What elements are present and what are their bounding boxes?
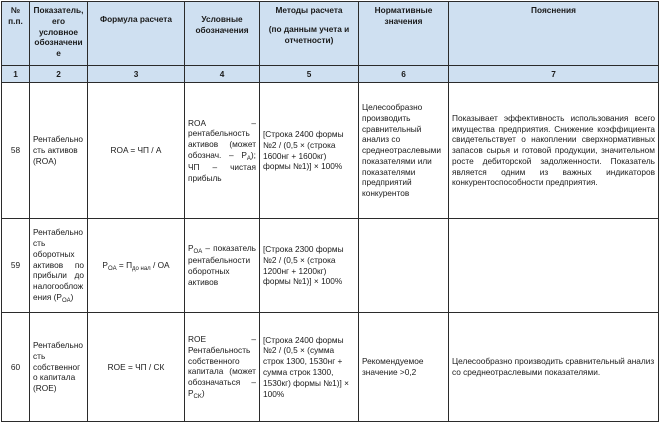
formula-subscript: до нал — [132, 265, 151, 272]
notation-text: ROE – Рентабельность собственного капитала (может обозначаться – P — [188, 334, 256, 399]
method-cell: [Строка 2400 формы №2 / (0,5 × (строка 1600нг + 1600кг) формы №1)] × 100% — [260, 83, 359, 219]
header-methods-line2: (по данным учета и отчетности) — [268, 23, 350, 45]
notation-subscript: OA — [193, 249, 203, 256]
formula-text: = П — [116, 259, 133, 270]
row-number: 60 — [2, 313, 30, 422]
table-header — [2, 2, 659, 66]
note-cell: Показывает эффективность использования всего имущества предприятия. Снижение коэффициента свидетельствует о накоплении сверхнормативных запасов сырья и готовой продукции, значительном росте дебиторской задолженности. Показатель является одним из важных индикаторов конкурентоспособности предприятия. — [449, 83, 659, 219]
notation-subscript: CK — [193, 394, 202, 401]
formula-cell — [88, 219, 185, 313]
notation-text: ); ЧП – чистая прибыль — [188, 149, 256, 183]
norm-cell — [359, 219, 449, 313]
formula-cell: ROA = ЧП / А — [88, 83, 185, 219]
notation-text: P — [188, 243, 194, 254]
norm-cell: Целесообразно производить сравнительный анализ со среднеотраслевыми показателями или показателями предприятий конкурентов — [359, 83, 449, 219]
norm-cell: Рекомендуемое значение >0,2 — [359, 313, 449, 422]
header-number: № п.п. — [2, 2, 30, 66]
column-number: 5 — [260, 66, 359, 83]
indicator-text: ) — [70, 291, 74, 302]
table-row — [2, 83, 659, 219]
ratios-table — [1, 1, 659, 422]
formula-text: P — [102, 259, 108, 270]
header-methods-line1: Методы расчета — [275, 5, 343, 15]
note-cell — [449, 219, 659, 313]
notation-text: ) — [201, 388, 205, 399]
formula-text: / OA — [150, 259, 170, 270]
method-cell: [Строка 2300 формы №2 / (0,5 × (строка 1200нг + 1200кг) формы №1)] × 100% — [260, 219, 359, 313]
column-number: 7 — [449, 66, 659, 83]
method-cell: [Строка 2400 формы №2 / (0,5 × (сумма строк 1300, 1530нг + сумма строк 1300, 1530кг) формы №1)] × 100% — [260, 313, 359, 422]
table-row — [2, 219, 659, 313]
indicator-text: Рентабельность оборотных активов по прибыли до налогообложения (P — [33, 227, 84, 302]
header-methods — [260, 2, 359, 66]
notation-cell — [185, 83, 260, 219]
column-number: 2 — [30, 66, 88, 83]
formula-cell: ROE = ЧП / СК — [88, 313, 185, 422]
notation-text: – показатель рентабельности оборотных активов — [188, 243, 256, 287]
column-number-row — [2, 66, 659, 83]
notation-cell — [185, 219, 260, 313]
indicator-subscript: OA — [61, 297, 71, 304]
indicator-cell: Рентабельность активов (ROA) — [30, 83, 88, 219]
column-number: 3 — [88, 66, 185, 83]
column-number: 6 — [359, 66, 449, 83]
header-notation: Условные обозначения — [185, 2, 260, 66]
column-number: 4 — [185, 66, 260, 83]
note-cell: Целесообразно производить сравнительный анализ со среднеотраслевыми показателями. — [449, 313, 659, 422]
notation-text: ROA – рентабельность активов (может обознач. – P — [188, 117, 256, 160]
header-norm: Нормативные значения — [359, 2, 449, 66]
notation-subscript: A — [246, 155, 251, 162]
indicator-cell: Рентабельность собственного капитала (ROE) — [30, 313, 88, 422]
notation-cell — [185, 313, 260, 422]
column-number: 1 — [2, 66, 30, 83]
header-formula: Формула расчета — [88, 2, 185, 66]
formula-subscript: OA — [107, 265, 117, 272]
header-indicator: Показатель, его условное обозначение — [30, 2, 88, 66]
header-note: Пояснения — [449, 2, 659, 66]
indicator-cell — [30, 219, 88, 313]
row-number: 59 — [2, 219, 30, 313]
row-number: 58 — [2, 83, 30, 219]
table-row — [2, 313, 659, 422]
